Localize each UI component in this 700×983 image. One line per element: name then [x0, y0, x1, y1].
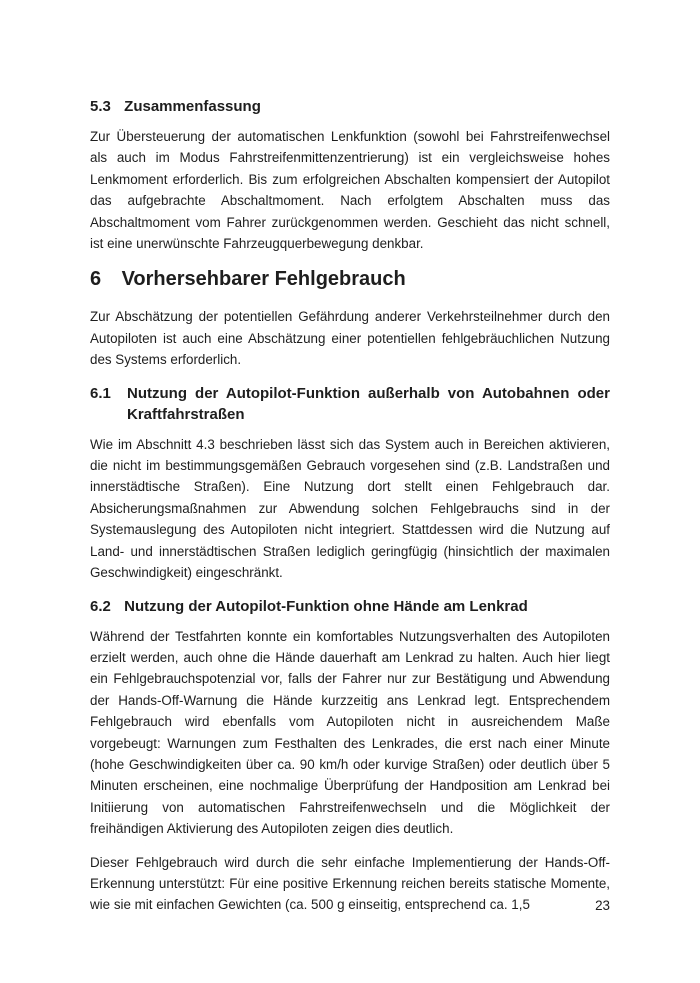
heading-6-title: Vorhersehbarer Fehlgebrauch — [121, 268, 406, 291]
paragraph-5-3: Zur Übersteuerung der automatischen Lenkfunktion (sowohl bei Fahrstreifenwechsel als auch im Modus Fahrstreifenmittenzentrierung) ist ein vergleichsweise hohes Lenkmoment erforderlich. Bis zum erfolgreichen Abschalten kompensiert der Autopilot das aufgebrachte Abschaltmoment. Nach erfolgtem Abschalten muss das Abschaltmoment vom Fahrer zurückgenommen werden. Geschieht das nicht schnell, ist eine unerwünschte Fahrzeugquerbewegung denkbar. — [90, 129, 610, 252]
heading-6-1 — [90, 383, 610, 425]
heading-6-2-title: Nutzung der Autopilot-Funktion ohne Hände am Lenkrad — [124, 597, 528, 615]
heading-6-number: 6 — [90, 268, 102, 291]
heading-6-1-title: Nutzung der Autopilot-Funktion außerhalb von Autobahnen oder Kraftfahrstraßen — [127, 384, 610, 423]
heading-6-2 — [90, 596, 610, 617]
heading-5-3-title: Zusammenfassung — [124, 98, 261, 115]
paragraph-6-1: Wie im Abschnitt 4.3 beschrieben lässt sich das System auch in Bereichen aktivieren, die nicht im bestimmungsgemäßen Gebrauch vorgesehen sind (z.B. Landstraßen und innerstädtische Straßen). Eine Nutzung dort stellt einen Fehlgebrauch dar. Absicherungsmaßnahmen zur Abwendung solchen Fehlgebrauchs sind in der Systemauslegung des Autopiloten nicht integriert. Stattdessen wird die Nutzung auf Land- und innerstädtischen Straßen lediglich geringfügig (hinsichtlich der maximalen Geschwindigkeit) eingeschränkt. — [90, 436, 610, 581]
document-page — [90, 96, 610, 928]
paragraph-6-2-b: Dieser Fehlgebrauch wird durch die sehr einfache Implementierung der Hands-Off-Erkennung unterstützt: Für eine positive Erkennung reichen bereits statische Momente, wie sie mit einfachen Gewichten (ca. 500 g einseitig, entsprechend ca. 1,5 — [90, 854, 610, 913]
paragraph-6: Zur Abschätzung der potentiellen Gefährdung anderer Verkehrsteilnehmer durch den Autopiloten ist auch eine Abschätzung einer potentiellen fehlgebräuchlichen Nutzung des Systems erforderlich. — [90, 309, 610, 368]
heading-6-2-number: 6.2 — [90, 597, 111, 615]
heading-6-1-number: 6.1 — [90, 384, 111, 402]
heading-5-3-number: 5.3 — [90, 98, 111, 115]
heading-6 — [90, 266, 610, 292]
paragraph-6-2-a: Während der Testfahrten konnte ein komfortables Nutzungsverhalten des Autopiloten erzielt werden, auch ohne die Hände dauerhaft am Lenkrad zu halten. Auch hier liegt ein Fehlgebrauchspotenzial vor, falls der Fahrer nur zur Bestätigung und Abwendung der Hands-Off-Warnung die Hände kurzzeitig ans Lenkrad legt. Entsprechendem Fehlgebrauch wird ebenfalls vom Autopiloten nicht in ausreichendem Maße vorgebeugt: Warnungen zum Festhalten des Lenkrades, die erst nach einer Minute (hohe Geschwindigkeiten über ca. 90 km/h oder kurvige Straßen) oder deutlich über 5 Minuten erscheinen, eine nochmalige Überprüfung der Handposition am Lenkrad bei Initiierung von automatischen Fahrstreifenwechseln und die Möglichkeit der freihändigen Aktivierung des Autopiloten zeigen dies deutlich. — [90, 628, 610, 837]
heading-5-3 — [90, 96, 610, 117]
page-number: 23 — [595, 898, 610, 913]
